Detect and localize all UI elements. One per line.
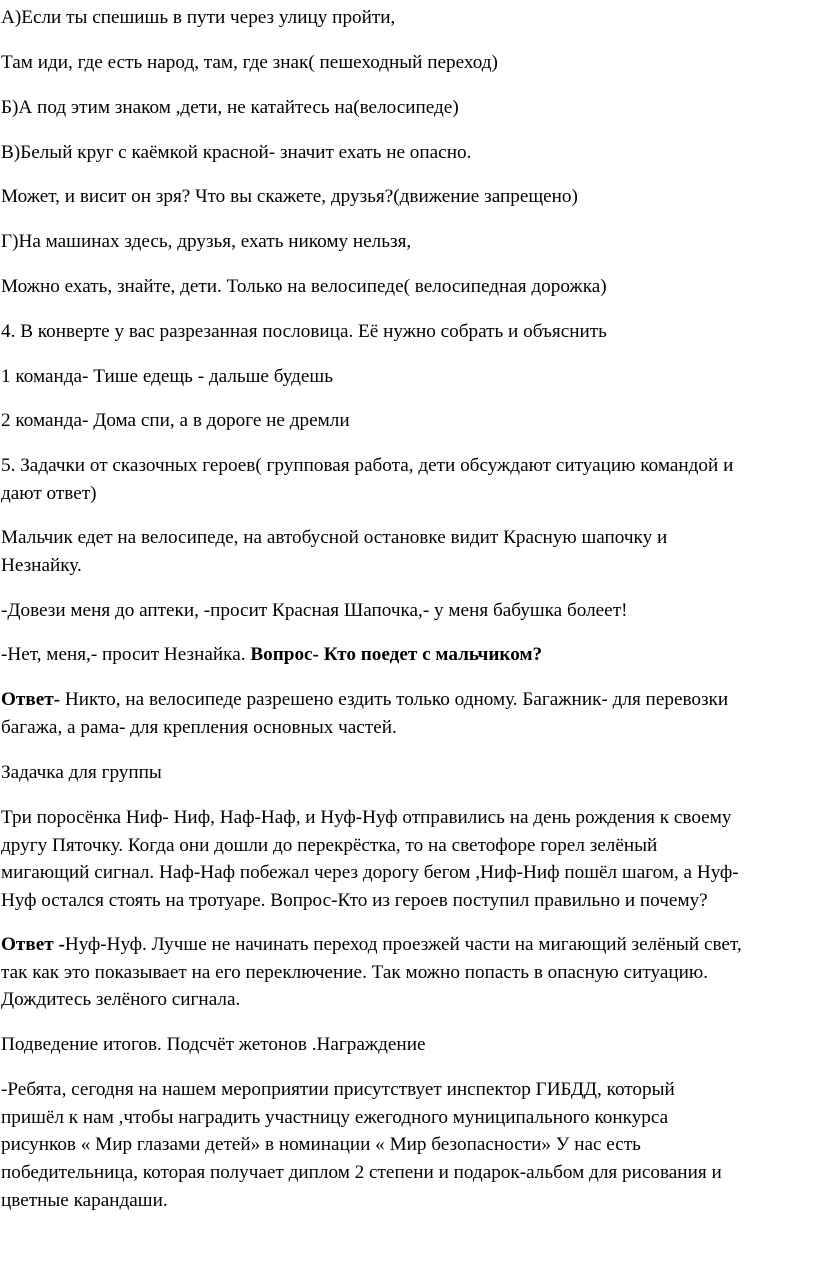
paragraph-line: дают ответ)	[1, 483, 97, 504]
paragraph-line	[1, 931, 815, 958]
paragraph-line: -Ребята, сегодня на нашем мероприятии присутствует инспектор ГИБДД, который	[1, 1079, 675, 1100]
answer-text: Нуф-Нуф. Лучше не начинать переход проезжей части на мигающий зелёный свет,	[64, 934, 742, 955]
paragraph: Задачка для группы	[1, 762, 162, 783]
answer-label: Ответ-	[1, 689, 61, 710]
answer-label: Ответ -	[1, 934, 65, 955]
paragraph-line: победительница, которая получает диплом 2 степени и подарок-альбом для рисования и	[1, 1162, 722, 1183]
paragraph-line: цветные карандаши.	[1, 1190, 168, 1211]
paragraph: Г)На машинах здесь, друзья, ехать никому нельзя,	[1, 231, 412, 252]
paragraph-line: багажа, а рама- для крепления основных частей.	[1, 717, 397, 738]
question-lead-text: -Нет, меня,- просит Незнайка.	[1, 644, 251, 665]
paragraph: -Довези меня до аптеки, -просит Красная Шапочка,- у меня бабушка болеет!	[1, 600, 628, 621]
paragraph-line: Три поросёнка Ниф- Ниф, Наф-Наф, и Нуф-Нуф отправились на день рождения к своему	[1, 807, 732, 828]
paragraph-line: 5. Задачки от сказочных героев( групповая работа, дети обсуждают ситуацию командой и	[1, 455, 734, 476]
paragraph: Подведение итогов. Подсчёт жетонов .Награждение	[1, 1034, 426, 1055]
paragraph: Там иди, где есть народ, там, где знак( пешеходный переход)	[1, 52, 498, 73]
question-bold: Вопрос- Кто поедет с мальчиком?	[250, 644, 543, 665]
paragraph-line: мигающий сигнал. Наф-Наф побежал через дорогу бегом ,Ниф-Ниф пошёл шагом, а Нуф-	[1, 862, 739, 883]
paragraph: Б)А под этим знаком ,дети, не катайтесь на(велосипеде)	[1, 97, 459, 118]
paragraph-line	[1, 686, 815, 713]
paragraph: Может, и висит он зря? Что вы скажете, друзья?(движение запрещено)	[1, 186, 578, 207]
paragraph: А)Если ты спешишь в пути через улицу пройти,	[1, 7, 396, 28]
paragraph-line: Незнайку.	[1, 555, 82, 576]
paragraph: Можно ехать, знайте, дети. Только на велосипеде( велосипедная дорожка)	[1, 276, 607, 297]
paragraph-line: другу Пяточку. Когда они дошли до перекрёстка, то на светофоре горел зелёный	[1, 835, 658, 856]
paragraph: В)Белый круг с каёмкой красной- значит ехать не опасно.	[1, 142, 472, 163]
paragraph-line: так как это показывает на его переключение. Так можно попасть в опасную ситуацию.	[1, 962, 709, 983]
paragraph: 2 команда- Дома спи, а в дороге не дремли	[1, 410, 350, 431]
paragraph-line: Мальчик едет на велосипеде, на автобусной остановке видит Красную шапочку и	[1, 527, 668, 548]
paragraph-line: Дождитесь зелёного сигнала.	[1, 989, 241, 1010]
paragraph-line: пришёл к нам ,чтобы наградить участницу ежегодного муниципального конкурса	[1, 1107, 669, 1128]
answer-text: Никто, на велосипеде разрешено ездить только одному. Багажник- для перевозки	[60, 689, 729, 710]
paragraph: 4. В конверте у вас разрезанная пословица. Её нужно собрать и объяснить	[1, 321, 607, 342]
paragraph: 1 команда- Тише едещь - дальше будешь	[1, 366, 333, 387]
paragraph-line: Нуф остался стоять на тротуаре. Вопрос-Кто из героев поступил правильно и почему?	[1, 890, 708, 911]
paragraph	[1, 641, 815, 668]
paragraph-line: рисунков « Мир глазами детей» в номинации « Мир безопасности» У нас есть	[1, 1134, 641, 1155]
